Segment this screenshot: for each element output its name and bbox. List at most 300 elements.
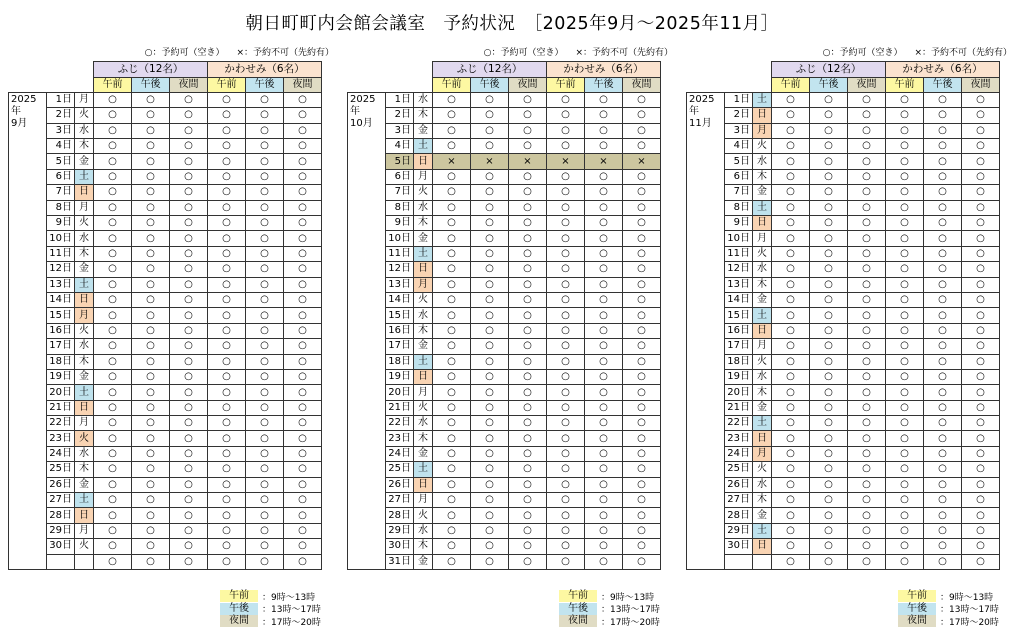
slot-cell[interactable]: ○ <box>623 462 661 477</box>
slot-cell[interactable]: ○ <box>924 262 962 277</box>
slot-cell[interactable]: × <box>585 154 623 169</box>
slot-cell[interactable]: ○ <box>810 523 848 538</box>
slot-cell[interactable]: ○ <box>170 477 208 492</box>
slot-cell[interactable]: ○ <box>94 262 132 277</box>
slot-cell[interactable]: ○ <box>471 385 509 400</box>
slot-cell[interactable]: ○ <box>94 400 132 415</box>
slot-cell[interactable]: ○ <box>170 277 208 292</box>
slot-cell[interactable]: ○ <box>170 523 208 538</box>
slot-cell[interactable]: ○ <box>284 108 322 123</box>
slot-cell[interactable]: ○ <box>772 169 810 184</box>
slot-cell[interactable]: ○ <box>547 92 585 107</box>
slot-cell[interactable]: ○ <box>170 92 208 107</box>
slot-cell[interactable]: ○ <box>132 200 170 215</box>
slot-cell[interactable]: ○ <box>132 554 170 569</box>
slot-cell[interactable]: ○ <box>623 431 661 446</box>
slot-cell[interactable]: ○ <box>810 416 848 431</box>
slot-cell[interactable]: ○ <box>246 185 284 200</box>
slot-cell[interactable]: ○ <box>772 354 810 369</box>
slot-cell[interactable]: ○ <box>772 139 810 154</box>
slot-cell[interactable]: ○ <box>962 446 1000 461</box>
slot-cell[interactable]: ○ <box>284 246 322 261</box>
slot-cell[interactable]: ○ <box>772 523 810 538</box>
slot-cell[interactable]: ○ <box>433 416 471 431</box>
slot-cell[interactable]: ○ <box>284 400 322 415</box>
slot-cell[interactable]: ○ <box>246 462 284 477</box>
slot-cell[interactable]: ○ <box>94 354 132 369</box>
slot-cell[interactable]: ○ <box>170 354 208 369</box>
slot-cell[interactable]: ○ <box>94 123 132 138</box>
slot-cell[interactable]: ○ <box>509 431 547 446</box>
slot-cell[interactable]: ○ <box>246 277 284 292</box>
slot-cell[interactable]: ○ <box>471 554 509 569</box>
slot-cell[interactable]: ○ <box>132 523 170 538</box>
slot-cell[interactable]: ○ <box>170 246 208 261</box>
slot-cell[interactable]: ○ <box>208 92 246 107</box>
slot-cell[interactable]: ○ <box>810 169 848 184</box>
slot-cell[interactable]: ○ <box>585 431 623 446</box>
slot-cell[interactable]: ○ <box>208 246 246 261</box>
slot-cell[interactable]: ○ <box>962 123 1000 138</box>
slot-cell[interactable]: ○ <box>246 108 284 123</box>
slot-cell[interactable]: ○ <box>471 462 509 477</box>
slot-cell[interactable]: ○ <box>810 431 848 446</box>
slot-cell[interactable]: ○ <box>471 354 509 369</box>
slot-cell[interactable]: ○ <box>886 554 924 569</box>
slot-cell[interactable]: ○ <box>246 369 284 384</box>
slot-cell[interactable]: ○ <box>208 539 246 554</box>
slot-cell[interactable]: ○ <box>623 262 661 277</box>
slot-cell[interactable]: ○ <box>509 385 547 400</box>
slot-cell[interactable]: ○ <box>547 277 585 292</box>
slot-cell[interactable]: ○ <box>848 431 886 446</box>
slot-cell[interactable]: ○ <box>208 385 246 400</box>
slot-cell[interactable]: ○ <box>471 477 509 492</box>
slot-cell[interactable]: ○ <box>585 369 623 384</box>
slot-cell[interactable]: ○ <box>962 508 1000 523</box>
slot-cell[interactable]: ○ <box>547 108 585 123</box>
slot-cell[interactable]: ○ <box>170 431 208 446</box>
slot-cell[interactable]: ○ <box>585 292 623 307</box>
slot-cell[interactable]: ○ <box>433 539 471 554</box>
slot-cell[interactable]: ○ <box>132 277 170 292</box>
slot-cell[interactable]: ○ <box>547 431 585 446</box>
slot-cell[interactable]: ○ <box>962 216 1000 231</box>
slot-cell[interactable]: ○ <box>246 308 284 323</box>
slot-cell[interactable]: ○ <box>246 123 284 138</box>
slot-cell[interactable]: ○ <box>848 108 886 123</box>
slot-cell[interactable]: ○ <box>246 246 284 261</box>
slot-cell[interactable]: ○ <box>886 354 924 369</box>
slot-cell[interactable]: ○ <box>962 385 1000 400</box>
slot-cell[interactable]: ○ <box>772 493 810 508</box>
slot-cell[interactable]: ○ <box>170 385 208 400</box>
slot-cell[interactable]: ○ <box>848 539 886 554</box>
slot-cell[interactable]: ○ <box>433 92 471 107</box>
slot-cell[interactable]: ○ <box>509 523 547 538</box>
slot-cell[interactable]: ○ <box>132 539 170 554</box>
slot-cell[interactable]: ○ <box>94 200 132 215</box>
slot-cell[interactable]: ○ <box>962 92 1000 107</box>
slot-cell[interactable]: ○ <box>170 262 208 277</box>
slot-cell[interactable]: ○ <box>623 292 661 307</box>
slot-cell[interactable]: ○ <box>284 339 322 354</box>
slot-cell[interactable]: ○ <box>924 462 962 477</box>
slot-cell[interactable]: ○ <box>94 139 132 154</box>
slot-cell[interactable]: ○ <box>962 462 1000 477</box>
slot-cell[interactable]: ○ <box>886 108 924 123</box>
slot-cell[interactable]: ○ <box>94 246 132 261</box>
slot-cell[interactable]: × <box>547 154 585 169</box>
slot-cell[interactable]: ○ <box>848 523 886 538</box>
slot-cell[interactable]: ○ <box>886 139 924 154</box>
slot-cell[interactable]: ○ <box>810 369 848 384</box>
slot-cell[interactable]: ○ <box>848 246 886 261</box>
slot-cell[interactable]: ○ <box>585 477 623 492</box>
slot-cell[interactable]: ○ <box>848 323 886 338</box>
slot-cell[interactable]: ○ <box>94 154 132 169</box>
slot-cell[interactable]: ○ <box>509 139 547 154</box>
slot-cell[interactable]: ○ <box>132 508 170 523</box>
slot-cell[interactable]: ○ <box>509 508 547 523</box>
slot-cell[interactable]: ○ <box>623 216 661 231</box>
slot-cell[interactable]: ○ <box>585 108 623 123</box>
slot-cell[interactable]: ○ <box>284 539 322 554</box>
slot-cell[interactable]: ○ <box>284 508 322 523</box>
slot-cell[interactable]: ○ <box>772 308 810 323</box>
slot-cell[interactable]: ○ <box>208 493 246 508</box>
slot-cell[interactable]: ○ <box>962 323 1000 338</box>
slot-cell[interactable]: ○ <box>772 292 810 307</box>
slot-cell[interactable]: ○ <box>284 554 322 569</box>
slot-cell[interactable]: ○ <box>94 385 132 400</box>
slot-cell[interactable]: ○ <box>433 323 471 338</box>
slot-cell[interactable]: ○ <box>471 231 509 246</box>
slot-cell[interactable]: ○ <box>810 277 848 292</box>
slot-cell[interactable]: ○ <box>208 200 246 215</box>
slot-cell[interactable]: × <box>433 154 471 169</box>
slot-cell[interactable]: ○ <box>772 216 810 231</box>
slot-cell[interactable]: ○ <box>924 493 962 508</box>
slot-cell[interactable]: ○ <box>585 354 623 369</box>
slot-cell[interactable]: ○ <box>94 323 132 338</box>
slot-cell[interactable]: ○ <box>471 216 509 231</box>
slot-cell[interactable]: ○ <box>924 200 962 215</box>
slot-cell[interactable]: ○ <box>886 339 924 354</box>
slot-cell[interactable]: ○ <box>924 446 962 461</box>
slot-cell[interactable]: ○ <box>585 523 623 538</box>
slot-cell[interactable]: ○ <box>246 262 284 277</box>
slot-cell[interactable]: ○ <box>886 400 924 415</box>
slot-cell[interactable]: ○ <box>433 554 471 569</box>
slot-cell[interactable]: ○ <box>509 539 547 554</box>
slot-cell[interactable]: ○ <box>810 123 848 138</box>
slot-cell[interactable]: ○ <box>886 323 924 338</box>
slot-cell[interactable]: ○ <box>471 369 509 384</box>
slot-cell[interactable]: ○ <box>924 477 962 492</box>
slot-cell[interactable]: ○ <box>132 169 170 184</box>
slot-cell[interactable]: ○ <box>772 385 810 400</box>
slot-cell[interactable]: ○ <box>962 554 1000 569</box>
slot-cell[interactable]: ○ <box>772 185 810 200</box>
slot-cell[interactable]: ○ <box>94 493 132 508</box>
slot-cell[interactable]: ○ <box>924 385 962 400</box>
slot-cell[interactable]: ○ <box>886 462 924 477</box>
slot-cell[interactable]: ○ <box>772 369 810 384</box>
slot-cell[interactable]: ○ <box>94 216 132 231</box>
slot-cell[interactable]: ○ <box>585 246 623 261</box>
slot-cell[interactable]: ○ <box>208 123 246 138</box>
slot-cell[interactable]: ○ <box>585 262 623 277</box>
slot-cell[interactable]: ○ <box>94 308 132 323</box>
slot-cell[interactable]: ○ <box>772 262 810 277</box>
slot-cell[interactable]: ○ <box>433 493 471 508</box>
slot-cell[interactable]: ○ <box>924 139 962 154</box>
slot-cell[interactable]: ○ <box>810 323 848 338</box>
slot-cell[interactable]: ○ <box>284 292 322 307</box>
slot-cell[interactable]: ○ <box>962 108 1000 123</box>
slot-cell[interactable]: ○ <box>208 416 246 431</box>
slot-cell[interactable]: ○ <box>623 369 661 384</box>
slot-cell[interactable]: ○ <box>170 216 208 231</box>
slot-cell[interactable]: ○ <box>94 231 132 246</box>
slot-cell[interactable]: ○ <box>284 169 322 184</box>
slot-cell[interactable]: ○ <box>433 292 471 307</box>
slot-cell[interactable]: ○ <box>962 292 1000 307</box>
slot-cell[interactable]: ○ <box>208 369 246 384</box>
slot-cell[interactable]: ○ <box>208 231 246 246</box>
slot-cell[interactable]: ○ <box>284 385 322 400</box>
slot-cell[interactable]: ○ <box>208 169 246 184</box>
slot-cell[interactable]: ○ <box>810 139 848 154</box>
slot-cell[interactable]: ○ <box>284 277 322 292</box>
slot-cell[interactable]: ○ <box>284 354 322 369</box>
slot-cell[interactable]: ○ <box>623 200 661 215</box>
slot-cell[interactable]: ○ <box>886 277 924 292</box>
slot-cell[interactable]: ○ <box>246 416 284 431</box>
slot-cell[interactable]: ○ <box>132 308 170 323</box>
slot-cell[interactable]: ○ <box>433 308 471 323</box>
slot-cell[interactable]: ○ <box>623 92 661 107</box>
slot-cell[interactable]: ○ <box>962 539 1000 554</box>
slot-cell[interactable]: ○ <box>246 339 284 354</box>
slot-cell[interactable]: ○ <box>246 154 284 169</box>
slot-cell[interactable]: ○ <box>246 231 284 246</box>
slot-cell[interactable]: ○ <box>810 508 848 523</box>
slot-cell[interactable]: ○ <box>132 123 170 138</box>
slot-cell[interactable]: ○ <box>246 431 284 446</box>
slot-cell[interactable]: ○ <box>810 108 848 123</box>
slot-cell[interactable]: ○ <box>433 369 471 384</box>
slot-cell[interactable]: ○ <box>509 416 547 431</box>
slot-cell[interactable]: ○ <box>208 277 246 292</box>
slot-cell[interactable]: ○ <box>433 431 471 446</box>
slot-cell[interactable]: ○ <box>623 169 661 184</box>
slot-cell[interactable]: ○ <box>284 92 322 107</box>
slot-cell[interactable]: ○ <box>547 246 585 261</box>
slot-cell[interactable]: ○ <box>132 400 170 415</box>
slot-cell[interactable]: ○ <box>924 123 962 138</box>
slot-cell[interactable]: ○ <box>585 554 623 569</box>
slot-cell[interactable]: ○ <box>962 400 1000 415</box>
slot-cell[interactable]: ○ <box>94 369 132 384</box>
slot-cell[interactable]: ○ <box>433 231 471 246</box>
slot-cell[interactable]: ○ <box>962 523 1000 538</box>
slot-cell[interactable]: ○ <box>509 185 547 200</box>
slot-cell[interactable]: ○ <box>962 231 1000 246</box>
slot-cell[interactable]: ○ <box>962 200 1000 215</box>
slot-cell[interactable]: ○ <box>810 385 848 400</box>
slot-cell[interactable]: ○ <box>848 216 886 231</box>
slot-cell[interactable]: ○ <box>132 231 170 246</box>
slot-cell[interactable]: ○ <box>962 169 1000 184</box>
slot-cell[interactable]: ○ <box>94 554 132 569</box>
slot-cell[interactable]: ○ <box>170 200 208 215</box>
slot-cell[interactable]: ○ <box>208 323 246 338</box>
slot-cell[interactable]: ○ <box>132 185 170 200</box>
slot-cell[interactable]: ○ <box>585 400 623 415</box>
slot-cell[interactable]: ○ <box>848 354 886 369</box>
slot-cell[interactable]: ○ <box>433 339 471 354</box>
slot-cell[interactable]: ○ <box>772 554 810 569</box>
slot-cell[interactable]: ○ <box>208 185 246 200</box>
slot-cell[interactable]: ○ <box>585 139 623 154</box>
slot-cell[interactable]: × <box>623 154 661 169</box>
slot-cell[interactable]: ○ <box>509 216 547 231</box>
slot-cell[interactable]: ○ <box>433 262 471 277</box>
slot-cell[interactable]: ○ <box>962 477 1000 492</box>
slot-cell[interactable]: ○ <box>208 139 246 154</box>
slot-cell[interactable]: ○ <box>246 446 284 461</box>
slot-cell[interactable]: ○ <box>848 493 886 508</box>
slot-cell[interactable]: ○ <box>585 323 623 338</box>
slot-cell[interactable]: ○ <box>848 277 886 292</box>
slot-cell[interactable]: ○ <box>848 262 886 277</box>
slot-cell[interactable]: ○ <box>547 554 585 569</box>
slot-cell[interactable]: ○ <box>170 308 208 323</box>
slot-cell[interactable]: ○ <box>962 369 1000 384</box>
slot-cell[interactable]: ○ <box>284 123 322 138</box>
slot-cell[interactable]: ○ <box>585 185 623 200</box>
slot-cell[interactable]: ○ <box>132 431 170 446</box>
slot-cell[interactable]: ○ <box>924 154 962 169</box>
slot-cell[interactable]: ○ <box>924 523 962 538</box>
slot-cell[interactable]: ○ <box>509 292 547 307</box>
slot-cell[interactable]: ○ <box>471 108 509 123</box>
slot-cell[interactable]: ○ <box>772 231 810 246</box>
slot-cell[interactable]: ○ <box>94 108 132 123</box>
slot-cell[interactable]: ○ <box>924 231 962 246</box>
slot-cell[interactable]: ○ <box>246 508 284 523</box>
slot-cell[interactable]: ○ <box>547 216 585 231</box>
slot-cell[interactable]: ○ <box>433 185 471 200</box>
slot-cell[interactable]: ○ <box>924 416 962 431</box>
slot-cell[interactable]: ○ <box>848 185 886 200</box>
slot-cell[interactable]: ○ <box>509 92 547 107</box>
slot-cell[interactable]: ○ <box>623 354 661 369</box>
slot-cell[interactable]: ○ <box>246 139 284 154</box>
slot-cell[interactable]: ○ <box>509 323 547 338</box>
slot-cell[interactable]: ○ <box>509 339 547 354</box>
slot-cell[interactable]: ○ <box>623 123 661 138</box>
slot-cell[interactable]: ○ <box>623 277 661 292</box>
slot-cell[interactable]: ○ <box>585 308 623 323</box>
slot-cell[interactable]: ○ <box>886 539 924 554</box>
slot-cell[interactable]: ○ <box>848 200 886 215</box>
slot-cell[interactable]: ○ <box>170 154 208 169</box>
slot-cell[interactable]: ○ <box>848 554 886 569</box>
slot-cell[interactable]: ○ <box>772 277 810 292</box>
slot-cell[interactable]: ○ <box>284 200 322 215</box>
slot-cell[interactable]: ○ <box>284 231 322 246</box>
slot-cell[interactable]: ○ <box>284 262 322 277</box>
slot-cell[interactable]: ○ <box>132 216 170 231</box>
slot-cell[interactable]: ○ <box>924 92 962 107</box>
slot-cell[interactable]: ○ <box>585 416 623 431</box>
slot-cell[interactable]: ○ <box>94 477 132 492</box>
slot-cell[interactable]: ○ <box>886 123 924 138</box>
slot-cell[interactable]: ○ <box>471 523 509 538</box>
slot-cell[interactable]: ○ <box>848 169 886 184</box>
slot-cell[interactable]: ○ <box>886 185 924 200</box>
slot-cell[interactable]: ○ <box>924 508 962 523</box>
slot-cell[interactable]: ○ <box>848 385 886 400</box>
slot-cell[interactable]: ○ <box>962 185 1000 200</box>
slot-cell[interactable]: ○ <box>170 539 208 554</box>
slot-cell[interactable]: ○ <box>471 339 509 354</box>
slot-cell[interactable]: ○ <box>94 185 132 200</box>
slot-cell[interactable]: ○ <box>132 493 170 508</box>
slot-cell[interactable]: ○ <box>471 308 509 323</box>
slot-cell[interactable]: ○ <box>208 216 246 231</box>
slot-cell[interactable]: ○ <box>132 477 170 492</box>
slot-cell[interactable]: ○ <box>471 539 509 554</box>
slot-cell[interactable]: ○ <box>810 185 848 200</box>
slot-cell[interactable]: ○ <box>170 508 208 523</box>
slot-cell[interactable]: ○ <box>94 446 132 461</box>
slot-cell[interactable]: ○ <box>94 462 132 477</box>
slot-cell[interactable]: ○ <box>623 339 661 354</box>
slot-cell[interactable]: ○ <box>585 200 623 215</box>
slot-cell[interactable]: ○ <box>848 231 886 246</box>
slot-cell[interactable]: ○ <box>547 400 585 415</box>
slot-cell[interactable]: ○ <box>208 339 246 354</box>
slot-cell[interactable]: ○ <box>471 246 509 261</box>
slot-cell[interactable]: ○ <box>170 123 208 138</box>
slot-cell[interactable]: ○ <box>94 277 132 292</box>
slot-cell[interactable]: ○ <box>509 123 547 138</box>
slot-cell[interactable]: ○ <box>810 400 848 415</box>
slot-cell[interactable]: ○ <box>284 139 322 154</box>
slot-cell[interactable]: ○ <box>509 493 547 508</box>
slot-cell[interactable]: ○ <box>433 216 471 231</box>
slot-cell[interactable]: ○ <box>509 554 547 569</box>
slot-cell[interactable]: ○ <box>772 200 810 215</box>
slot-cell[interactable]: ○ <box>94 523 132 538</box>
slot-cell[interactable]: ○ <box>772 462 810 477</box>
slot-cell[interactable]: ○ <box>471 323 509 338</box>
slot-cell[interactable]: ○ <box>246 523 284 538</box>
slot-cell[interactable]: ○ <box>509 169 547 184</box>
slot-cell[interactable]: ○ <box>848 92 886 107</box>
slot-cell[interactable]: ○ <box>284 523 322 538</box>
slot-cell[interactable]: ○ <box>623 493 661 508</box>
slot-cell[interactable]: ○ <box>509 400 547 415</box>
slot-cell[interactable]: ○ <box>810 354 848 369</box>
slot-cell[interactable]: ○ <box>170 462 208 477</box>
slot-cell[interactable]: ○ <box>924 539 962 554</box>
slot-cell[interactable]: ○ <box>208 154 246 169</box>
